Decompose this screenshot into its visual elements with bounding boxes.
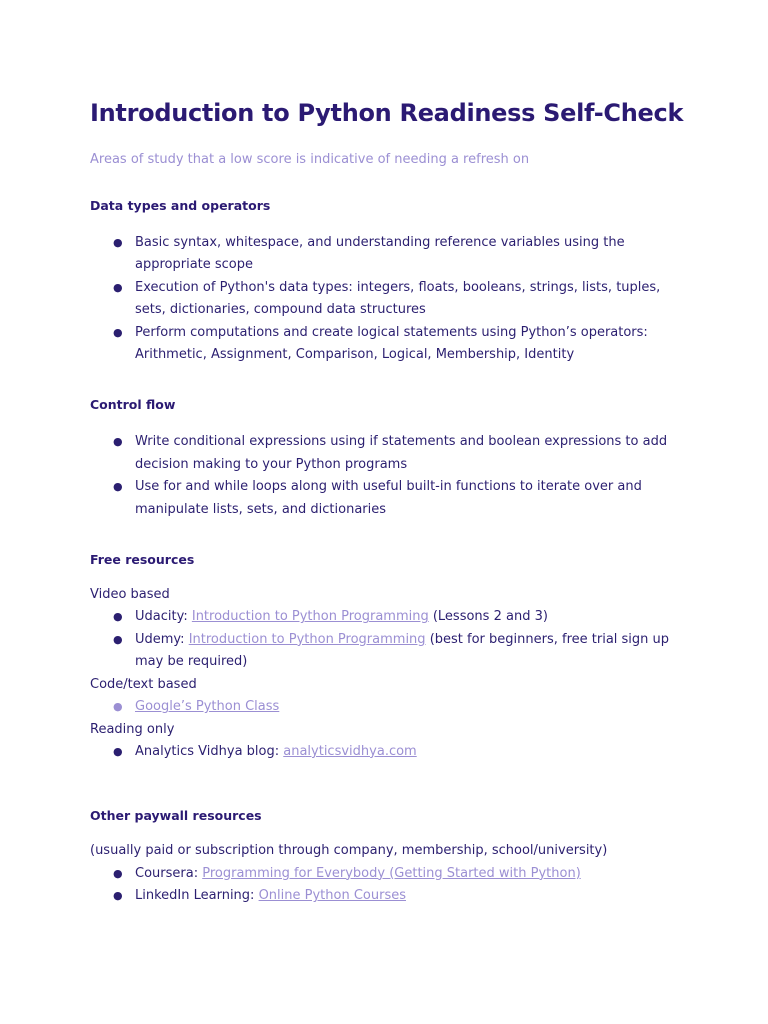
section-heading-free-resources: Free resources — [90, 552, 195, 568]
reading-only-label: Reading only — [90, 721, 175, 737]
section-heading-paywall: Other paywall resources — [90, 808, 262, 824]
section-heading-control-flow: Control flow — [90, 397, 176, 413]
video-resources-list — [90, 606, 688, 673]
list-item: ● Basic syntax, whitespace, and understanding reference variables using the appropriate scope — [90, 232, 688, 277]
list-item: ● Perform computations and create logical statements using Python’s operators: Arithmetic, Assignment, Comparison, Logical, Membership, Identity — [90, 322, 688, 367]
control-flow-list — [90, 431, 688, 521]
list-item-google — [90, 696, 688, 718]
bullet-icon: ● — [113, 435, 123, 449]
google-python-class-link[interactable]: Google’s Python Class — [135, 699, 280, 715]
linkedin-learning-link[interactable]: Online Python Courses — [258, 888, 406, 904]
page-title: Introduction to Python Readiness Self-Check — [90, 99, 684, 127]
code-text-based-label: Code/text based — [90, 676, 197, 692]
list-item-udemy: ● Udemy: Introduction to Python Programming (best for beginners, free trial sign up may be required) — [90, 629, 688, 674]
data-types-list — [90, 232, 688, 366]
section-heading-data-types: Data types and operators — [90, 198, 271, 213]
list-item-linkedin: ● LinkedIn Learning: Online Python Courses — [90, 885, 688, 907]
list-item-analytics-vidhya: ● Analytics Vidhya blog: analyticsvidhya.com — [90, 741, 688, 763]
list-item-coursera: ● Coursera: Programming for Everybody (Getting Started with Python) — [90, 863, 688, 885]
bullet-icon: ● — [113, 632, 123, 646]
paywall-note: (usually paid or subscription through company, membership, school/university) — [90, 843, 608, 859]
paywall-resources-list — [90, 863, 688, 908]
analytics-vidhya-link[interactable]: analyticsvidhya.com — [283, 743, 417, 759]
list-item: ● Use for and while loops along with useful built-in functions to iterate over and manipulate lists, sets, and dictionaries — [90, 476, 688, 521]
udemy-link[interactable]: Introduction to Python Programming — [188, 631, 426, 647]
udacity-link[interactable]: Introduction to Python Programming — [191, 609, 429, 625]
list-item: ● Execution of Python's data types: integers, floats, booleans, strings, lists, tuples, sets, dictionaries, compound data structures — [90, 277, 688, 322]
bullet-icon: ● — [113, 610, 123, 624]
subtitle: Areas of study that a low score is indicative of needing a refresh on — [90, 152, 530, 167]
bullet-icon: ● — [113, 480, 123, 494]
code-resources-list — [90, 696, 688, 718]
video-based-label: Video based — [90, 587, 170, 603]
bullet-icon: ● — [113, 744, 123, 758]
list-item-udacity: ● Udacity: Introduction to Python Programming (Lessons 2 and 3) — [90, 606, 688, 628]
bullet-icon: ● — [113, 236, 123, 249]
bullet-icon: ● — [113, 700, 123, 714]
bullet-icon: ● — [113, 280, 123, 294]
coursera-link[interactable]: Programming for Everybody (Getting Started with Python) — [202, 865, 581, 881]
list-item: ● Write conditional expressions using if statements and boolean expressions to add decision making to your Python programs — [90, 431, 688, 476]
bullet-icon: ● — [113, 325, 123, 339]
bullet-icon: ● — [113, 889, 123, 903]
bullet-icon: ● — [113, 866, 123, 880]
reading-resources-list — [90, 741, 688, 763]
